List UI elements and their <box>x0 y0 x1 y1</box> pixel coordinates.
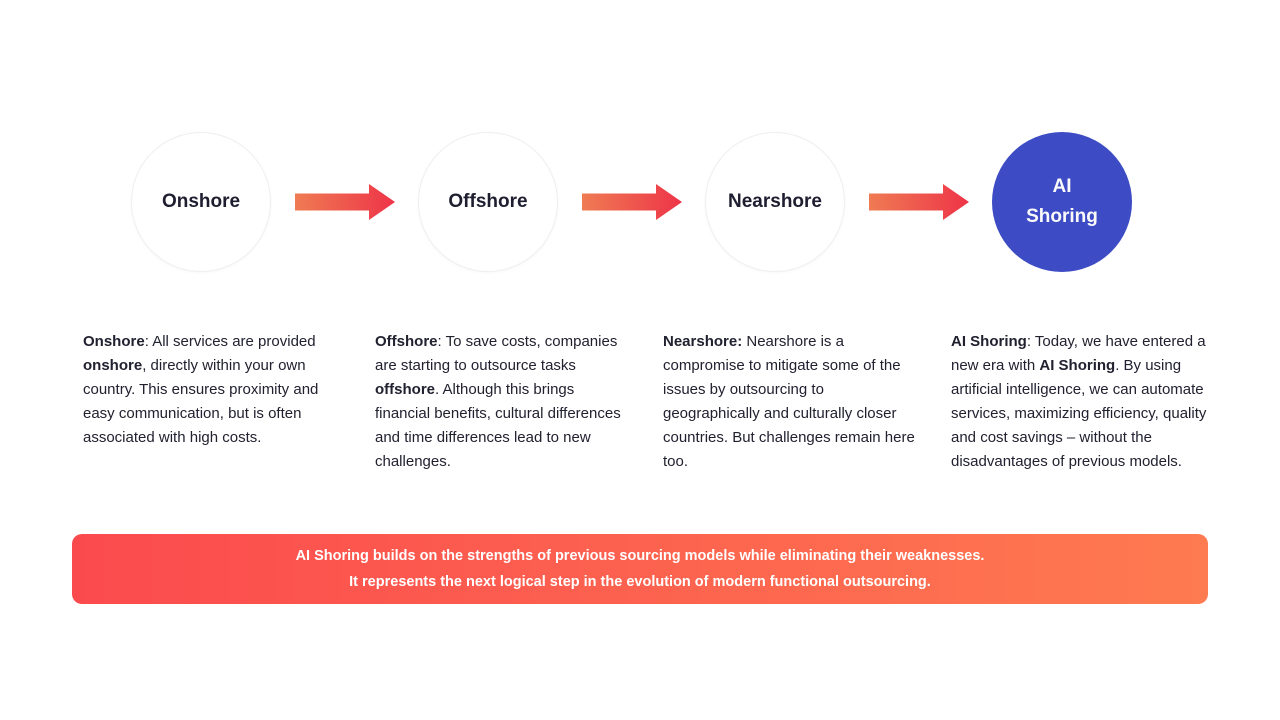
stage-circle-onshore <box>131 132 271 272</box>
summary-banner <box>72 534 1208 604</box>
stage-label-nearshore: Nearshore <box>728 191 822 212</box>
flow-arrow-icon <box>295 184 395 220</box>
stage-description-ai-shoring: AI Shoring: Today, we have entered a new era with AI Shoring. By using artificial intelligence, we can automate services, maximizing efficiency, quality and cost savings – without the disadvantages of previous models. <box>951 333 1207 470</box>
stage-label-ai-shoring: AI Shoring <box>1026 176 1098 227</box>
banner-line-1: AI Shoring builds on the strengths of previous sourcing models while eliminating their weaknesses. <box>295 548 985 564</box>
stage-description-nearshore: Nearshore: Nearshore is a compromise to mitigate some of the issues by outsourcing to geographically and culturally closer countries. But challenges remain here too. <box>663 333 915 470</box>
flow-arrow-icon <box>582 184 682 220</box>
stage-circle-ai-shoring <box>992 132 1132 272</box>
stage-circle-nearshore <box>705 132 845 272</box>
flow-arrow-icon <box>869 184 969 220</box>
stage-description-offshore: Offshore: To save costs, companies are starting to outsource tasks offshore. Although this brings financial benefits, cultural differences and time differences lead to new challenges. <box>375 333 621 470</box>
stage-circle-offshore <box>418 132 558 272</box>
stage-label-onshore: Onshore <box>161 191 241 212</box>
stage-description-onshore: Onshore: All services are provided onshore, directly within your own country. This ensures proximity and easy communication, but is often associated with high costs. <box>83 333 319 446</box>
stage-label-offshore: Offshore <box>448 191 528 212</box>
banner-line-2: It represents the next logical step in the evolution of modern functional outsourcing. <box>349 574 931 590</box>
